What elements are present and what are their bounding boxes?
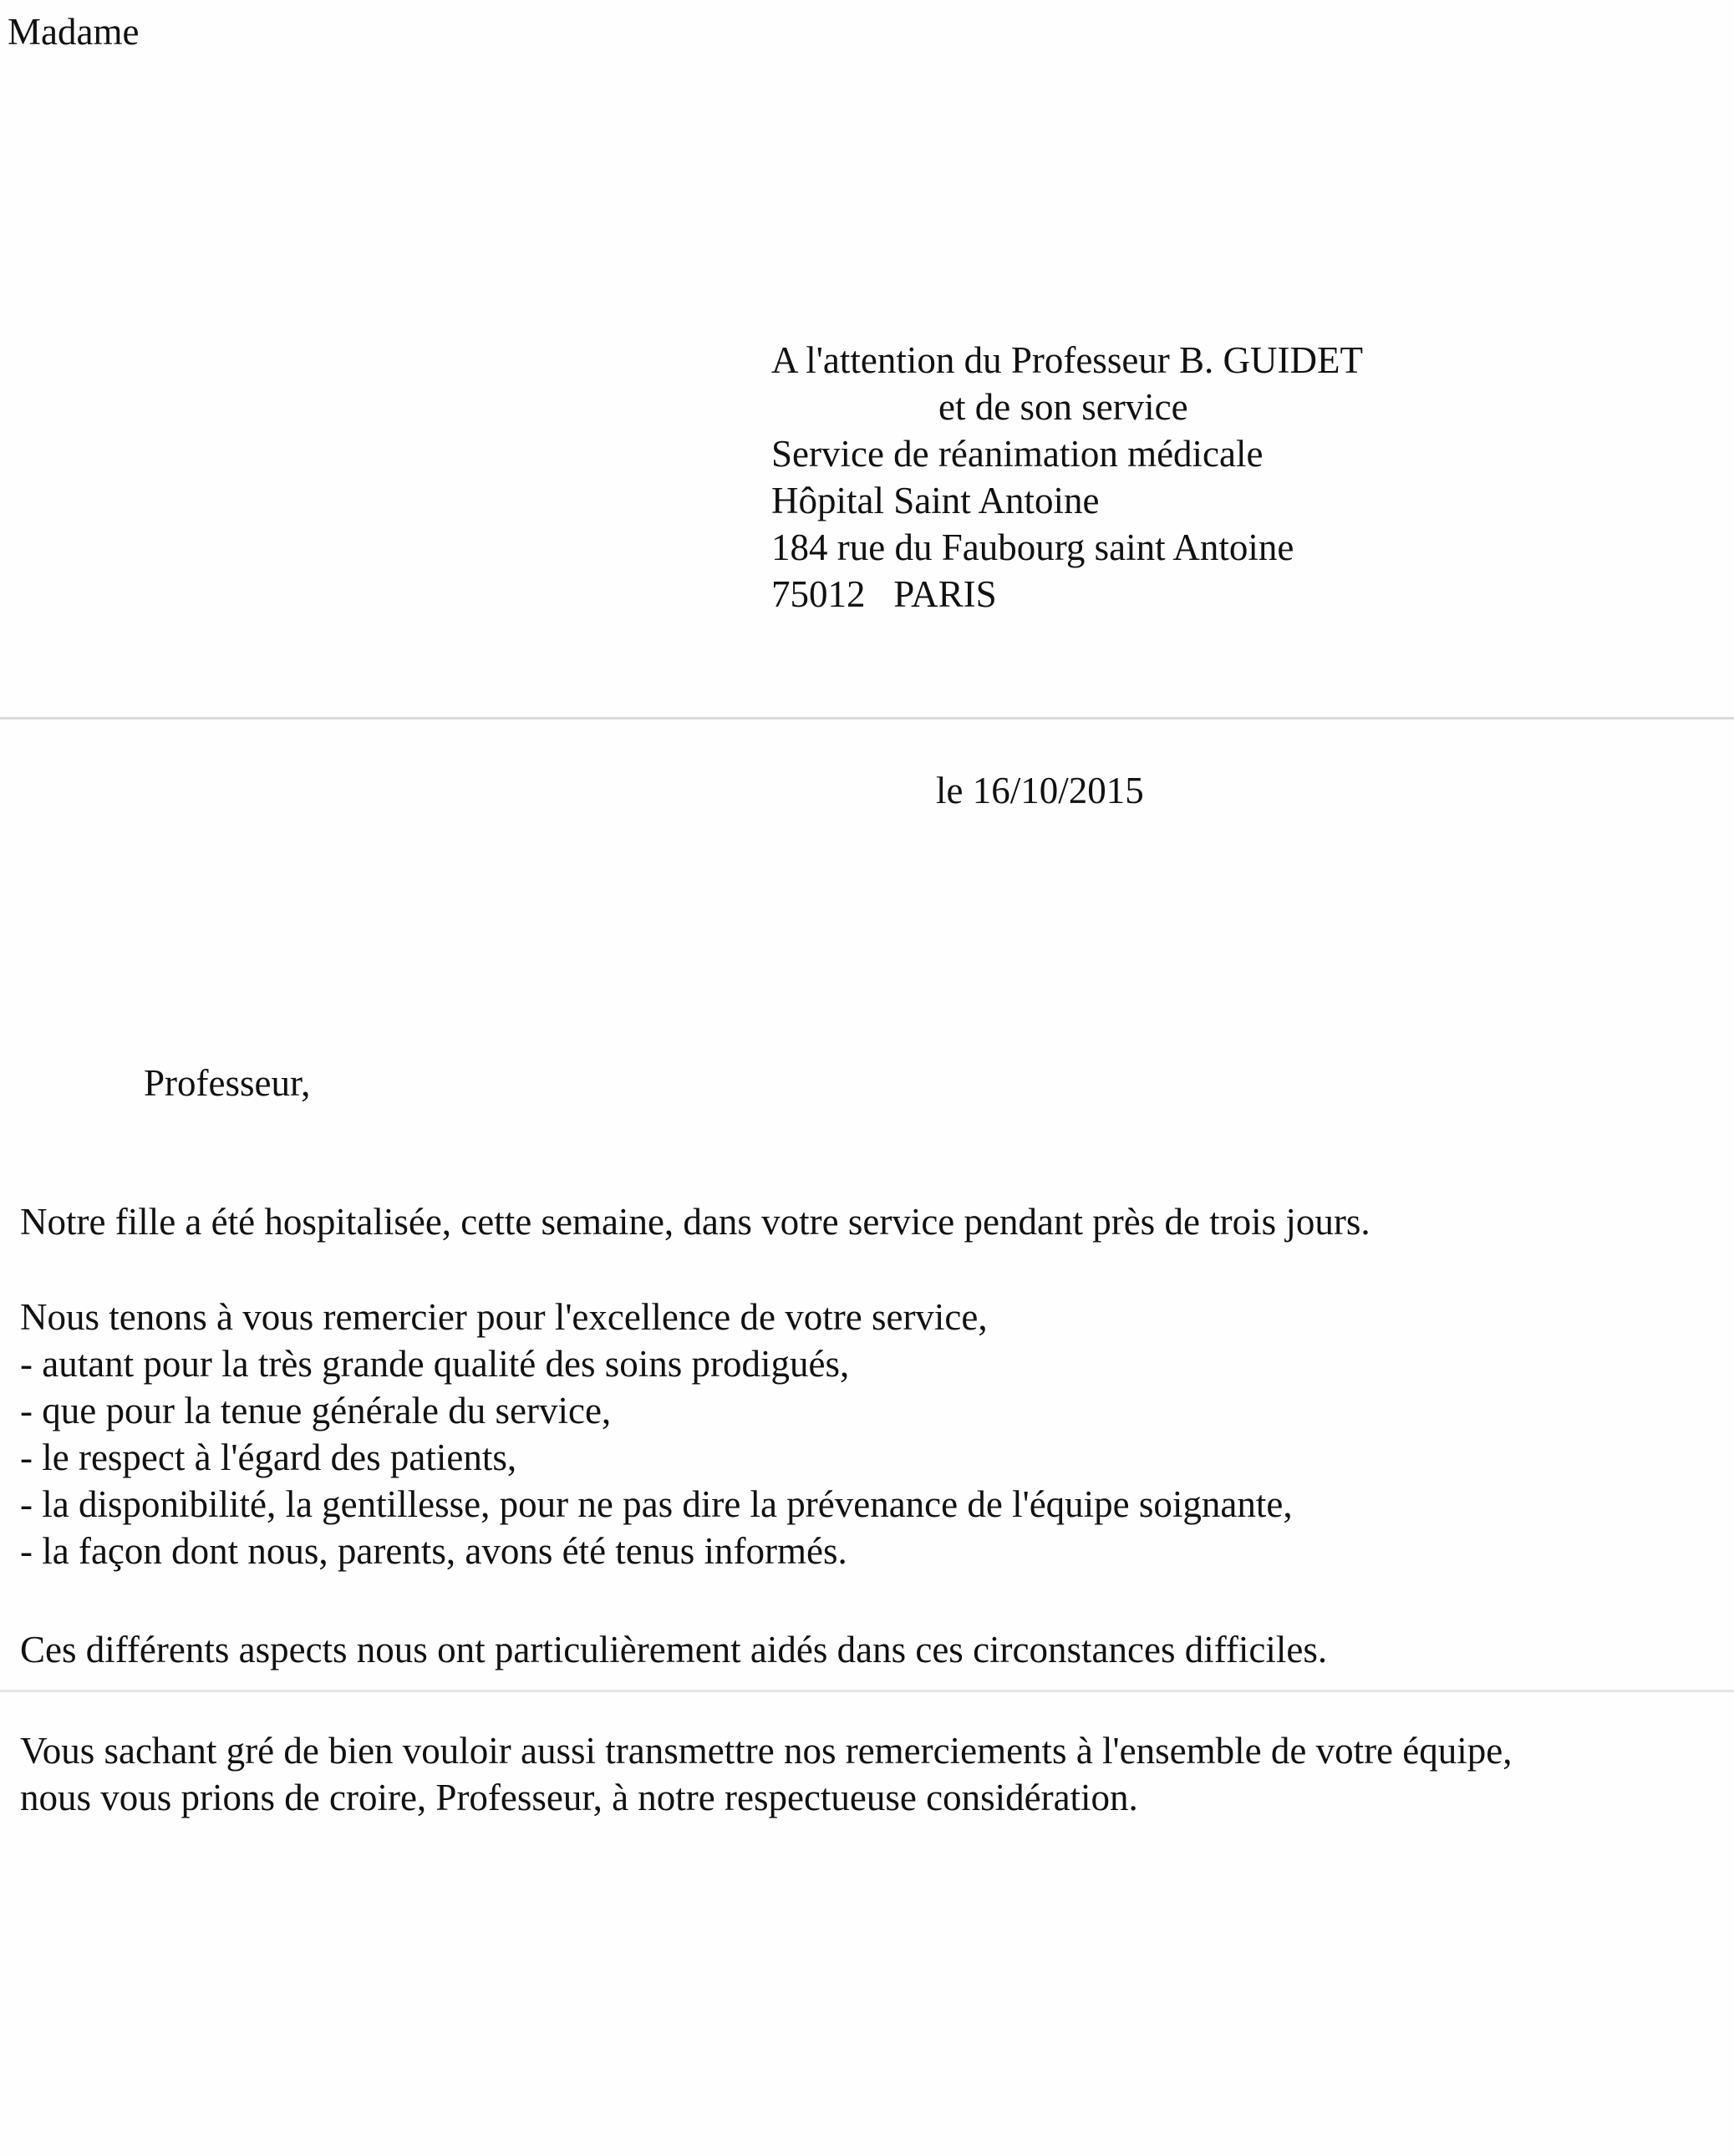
list-item: - la disponibilité, la gentillesse, pour ne pas dire la prévenance de l'équipe soignante,	[20, 1483, 1293, 1525]
body-line: Ces différents aspects nous ont particulièrement aidés dans ces circonstances difficiles.	[20, 1629, 1328, 1670]
list-item: - que pour la tenue générale du service,	[20, 1390, 612, 1431]
recipient-department: Service de réanimation médicale	[771, 433, 1264, 475]
body-line: nous vous prions de croire, Professeur, à notre respectueuse considération.	[20, 1777, 1138, 1818]
body-line: Nous tenons à vous remercier pour l'excellence de votre service,	[20, 1296, 988, 1338]
top-salutation: Madame	[8, 11, 140, 53]
body-paragraph-2	[20, 1294, 1725, 1574]
letter-greeting: Professeur,	[144, 1062, 311, 1104]
recipient-attention-line: A l'attention du Professeur B. GUIDET	[771, 339, 1364, 381]
recipient-hospital: Hôpital Saint Antoine	[771, 480, 1100, 521]
recipient-city: 75012 PARIS	[771, 573, 997, 615]
body-paragraph-1	[20, 1198, 1725, 1245]
body-paragraph-3	[20, 1626, 1725, 1673]
paper-fold-line	[0, 717, 1734, 720]
recipient-address-block	[771, 337, 1523, 618]
closing-paragraph	[20, 1727, 1725, 1821]
list-item: - la façon dont nous, parents, avons été tenus informés.	[20, 1530, 847, 1572]
body-line: Vous sachant gré de bien vouloir aussi transmettre nos remerciements à l'ensemble de votre équipe,	[20, 1730, 1513, 1772]
list-item: - le respect à l'égard des patients,	[20, 1436, 517, 1478]
recipient-service-line: et de son service	[938, 386, 1188, 428]
letter-date: le 16/10/2015	[936, 770, 1144, 811]
list-item: - autant pour la très grande qualité des soins prodigués,	[20, 1343, 850, 1385]
body-line: Notre fille a été hospitalisée, cette semaine, dans votre service pendant près de trois jours.	[20, 1201, 1370, 1243]
paper-fold-line	[0, 1690, 1734, 1692]
recipient-street: 184 rue du Faubourg saint Antoine	[771, 526, 1294, 568]
